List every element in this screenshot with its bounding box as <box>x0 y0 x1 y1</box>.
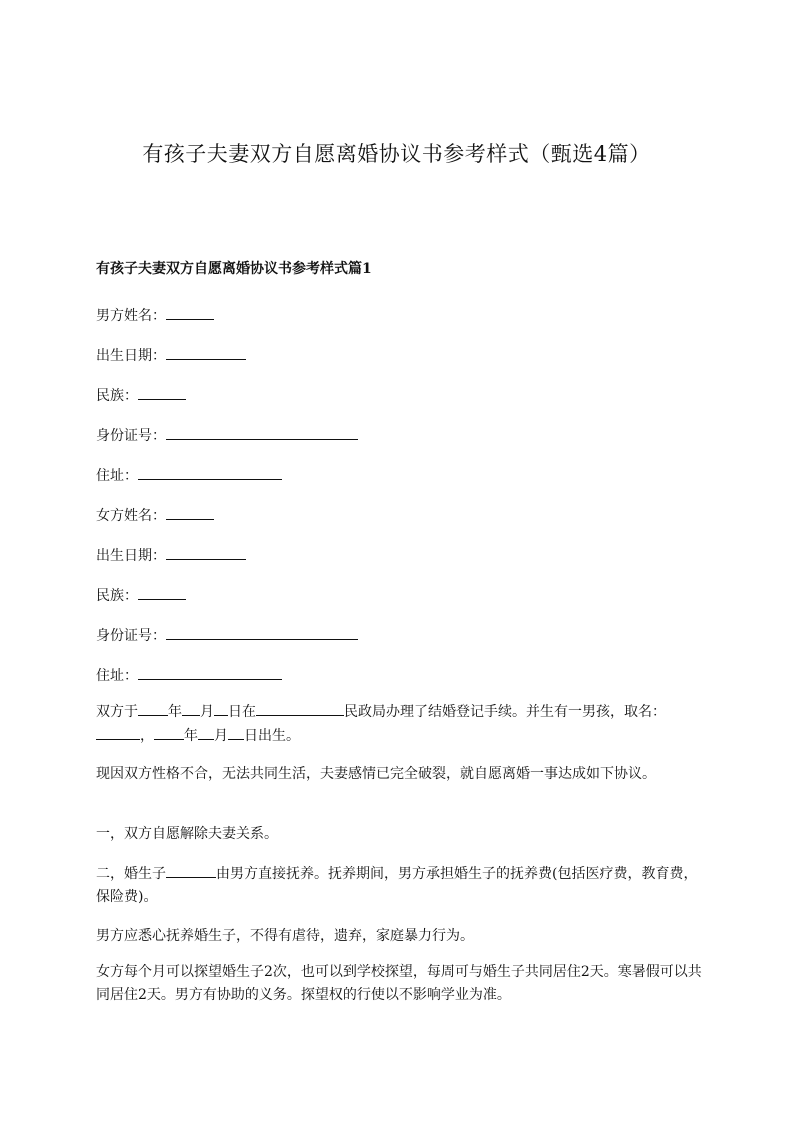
male-name-row <box>96 304 214 325</box>
child-name-blank <box>96 724 140 740</box>
clause-2-text-b: 由男方直接抚养。抚养期间，男方承担婚生子的抚养费(包括医疗费，教育费，保险费)。 <box>96 866 698 905</box>
male-birth-blank <box>166 344 246 360</box>
reason-paragraph: 现因双方性格不合，无法共同生活，夫妻感情已完全破裂，就自愿离婚一事达成如下协议。 <box>96 766 656 782</box>
female-address-label: 住址： <box>96 668 138 684</box>
visitation-paragraph: 女方每个月可以探望婚生子2次，也可以到学校探望，每周可与婚生子共同居住2天。寒暑假可以共同居住2天。男方有协助的义务。探望权的行使以不影响学业为准。 <box>96 964 702 1003</box>
marriage-text-1: 双方于 <box>96 704 138 720</box>
male-name-label: 男方姓名： <box>96 308 166 324</box>
marriage-text-4: 日在 <box>228 704 256 720</box>
birth-year-blank <box>154 724 184 740</box>
male-address-blank <box>138 464 282 480</box>
marriage-text-2: 年 <box>168 704 182 720</box>
marriage-text-5: 民政局办理了结婚登记手续。并生有一男孩，取名： <box>344 704 666 720</box>
female-birth-row <box>96 544 246 565</box>
male-id-label: 身份证号： <box>96 428 166 444</box>
female-id-label: 身份证号： <box>96 628 166 644</box>
female-name-row <box>96 504 214 525</box>
marriage-paragraph <box>96 700 708 748</box>
birth-day-blank <box>228 724 244 740</box>
male-name-blank <box>166 304 214 320</box>
female-birth-blank <box>166 544 246 560</box>
male-birth-label: 出生日期： <box>96 348 166 364</box>
female-address-row <box>96 664 282 685</box>
section-heading: 有孩子夫妻双方自愿离婚协议书参考样式篇1 <box>96 261 372 277</box>
female-name-blank <box>166 504 214 520</box>
female-birth-label: 出生日期： <box>96 548 166 564</box>
female-name-label: 女方姓名： <box>96 508 166 524</box>
female-ethnicity-blank <box>138 584 186 600</box>
marriage-text-9: 日出生。 <box>244 728 300 744</box>
female-address-blank <box>138 664 282 680</box>
marriage-text-7: 年 <box>184 728 198 744</box>
marriage-text-8: 月 <box>214 728 228 744</box>
document-title: 有孩子夫妻双方自愿离婚协议书参考样式（甄选4篇） <box>142 142 651 166</box>
male-id-row <box>96 424 358 445</box>
male-ethnicity-label: 民族： <box>96 388 138 404</box>
marriage-day-blank <box>214 700 228 716</box>
male-address-row <box>96 464 282 485</box>
female-ethnicity-row <box>96 584 186 605</box>
clause-2-text-a: 二，婚生子 <box>96 866 166 882</box>
birth-month-blank <box>198 724 214 740</box>
male-address-label: 住址： <box>96 468 138 484</box>
female-ethnicity-label: 民族： <box>96 588 138 604</box>
female-id-row <box>96 624 358 645</box>
male-duty-paragraph: 男方应悉心抚养婚生子，不得有虐待，遗弃，家庭暴力行为。 <box>96 928 474 944</box>
marriage-year-blank <box>138 700 168 716</box>
clause-2 <box>96 862 708 909</box>
female-id-blank <box>166 624 358 640</box>
marriage-text-3: 月 <box>200 704 214 720</box>
marriage-month-blank <box>182 700 200 716</box>
male-ethnicity-row <box>96 384 186 405</box>
marriage-text-6: ， <box>140 728 154 744</box>
male-birth-row <box>96 344 246 365</box>
male-ethnicity-blank <box>138 384 186 400</box>
male-id-blank <box>166 424 358 440</box>
clause-1: 一，双方自愿解除夫妻关系。 <box>96 826 278 842</box>
son-name-blank <box>166 862 216 878</box>
bureau-blank <box>256 700 344 716</box>
